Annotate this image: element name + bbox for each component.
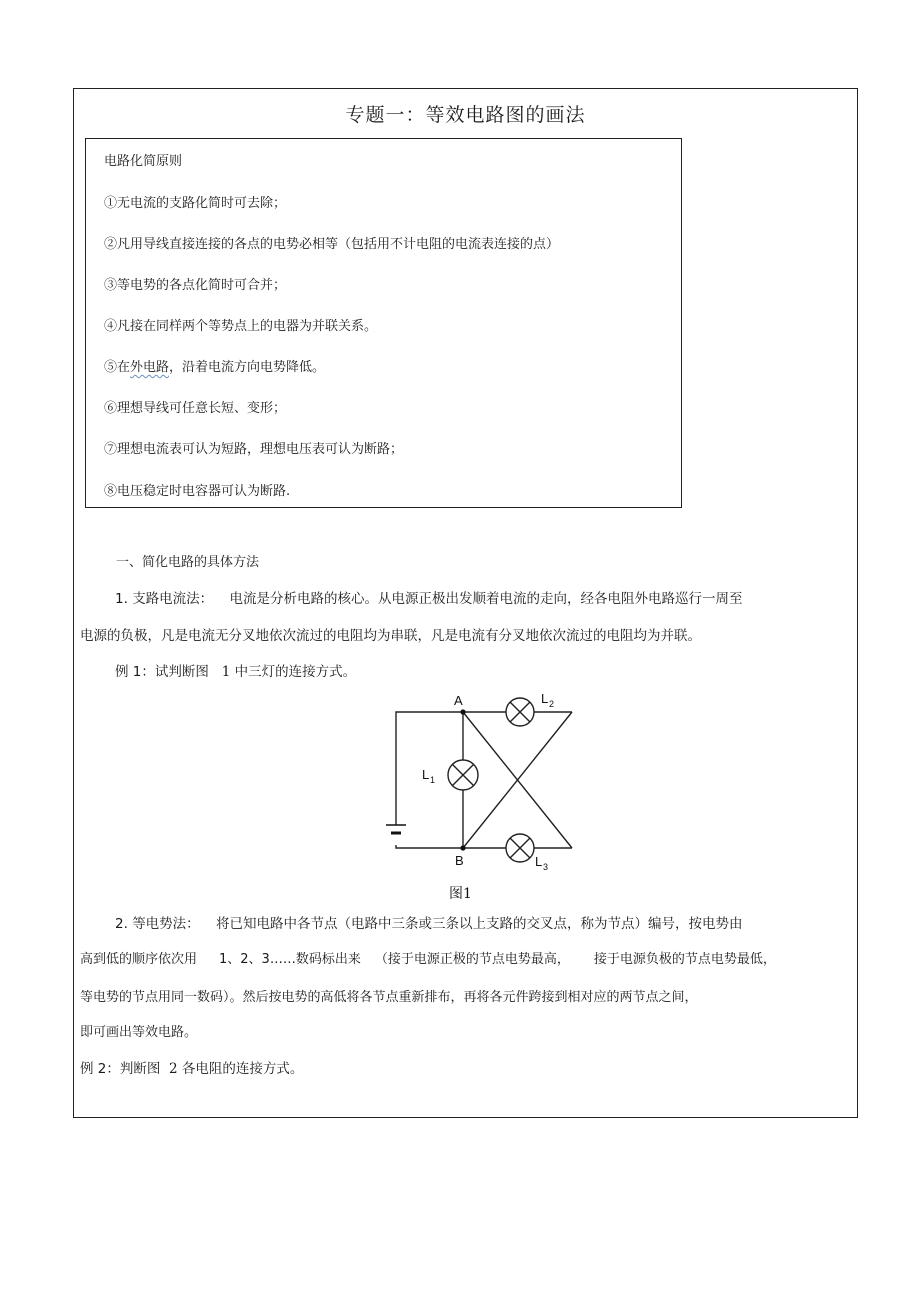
lamp-l1-subscript: 1 — [430, 775, 436, 785]
example1-label: 例 1： — [115, 664, 155, 680]
lamp-l2-label: L — [541, 691, 549, 706]
lamp-l2-subscript: 2 — [549, 699, 555, 709]
method1-number: 1. — [115, 591, 128, 607]
node-a-label: A — [454, 693, 463, 708]
example2-label: 例 2： — [80, 1061, 120, 1077]
battery-icon — [386, 825, 406, 833]
rule-item: ④凡接在同样两个等势点上的电器为并联关系。 — [104, 319, 378, 334]
rule-item — [104, 356, 325, 375]
method2-line2-part: 高到低的顺序依次用 — [80, 952, 198, 967]
page-title: 专题一：等效电路图的画法 — [345, 104, 586, 126]
lamp-l3-subscript: 3 — [543, 862, 549, 872]
figure1-circuit-diagram — [370, 685, 600, 905]
example2-text: 判断图 2 各电阻的连接方式。 — [119, 1061, 304, 1077]
node-b-label: B — [455, 853, 464, 868]
method2-line2-part: 接于电源负极的节点电势最低， — [593, 952, 776, 967]
method2-line1 — [115, 912, 742, 932]
method1-name: 支路电流法： — [132, 591, 214, 607]
rule-item: ①无电流的支路化简时可去除； — [104, 196, 287, 211]
spellcheck-underlined-text: 外电路 — [130, 360, 170, 375]
rule-item: ⑧电压稳定时电容器可认为断路. — [104, 484, 291, 499]
example1-text: 试判断图 1 中三灯的连接方式。 — [154, 664, 357, 680]
rule-item: ②凡用导线直接连接的各点的电势必相等（包括用不计电阻的电流表连接的点） — [104, 237, 560, 252]
rule-item-part: ，沿着电流方向电势降低。 — [169, 360, 326, 375]
method2-name: 等电势法： — [132, 916, 200, 932]
method1-line1 — [115, 587, 742, 607]
method2-line2-part: （接于电源正极的节点电势最高， — [374, 952, 570, 967]
lamp-l1-label: L — [422, 767, 430, 782]
node-b-dot — [460, 845, 465, 850]
method2-line4: 即可画出等效电路。 — [80, 1025, 198, 1040]
method1-text: 电流是分析电路的核心。从电源正极出发顺着电流的走向，经各电阻外电路巡行一周至 — [229, 591, 743, 607]
example2 — [80, 1057, 303, 1077]
wire-bottom-left — [396, 845, 463, 848]
rule-item: ⑦理想电流表可认为短路，理想电压表可认为断路； — [104, 442, 404, 457]
method2-line2 — [80, 948, 776, 967]
node-a-dot — [460, 709, 465, 714]
figure1-caption: 图1 — [449, 886, 472, 902]
rule-item-part: ⑤在 — [104, 360, 131, 375]
rule-item: ③等电势的各点化简时可合并； — [104, 278, 287, 293]
wire-top-left — [396, 712, 463, 825]
method2-line3: 等电势的节点用同一数码）。然后按电势的高低将各节点重新排布，再将各元件跨接到相对应的两节点之间， — [80, 990, 698, 1005]
method2-text: 将已知电路中各节点（电路中三条或三条以上支路的交叉点，称为节点）编号，按电势由 — [215, 916, 743, 932]
method2-number: 2. — [115, 916, 128, 932]
method2-line2-part: 1、2、3……数码标出来 — [219, 952, 361, 967]
rule-item: ⑥理想导线可任意长短、变形； — [104, 401, 287, 416]
example1 — [115, 660, 356, 680]
section-heading: 一、简化电路的具体方法 — [116, 555, 260, 570]
method1-line2: 电源的负极，凡是电流无分叉地依次流过的电阻均为串联，凡是电流有分叉地依次流过的电阻均为并联。 — [80, 628, 701, 644]
lamp-l3-label: L — [535, 854, 543, 869]
principles-heading: 电路化简原则 — [104, 154, 183, 169]
